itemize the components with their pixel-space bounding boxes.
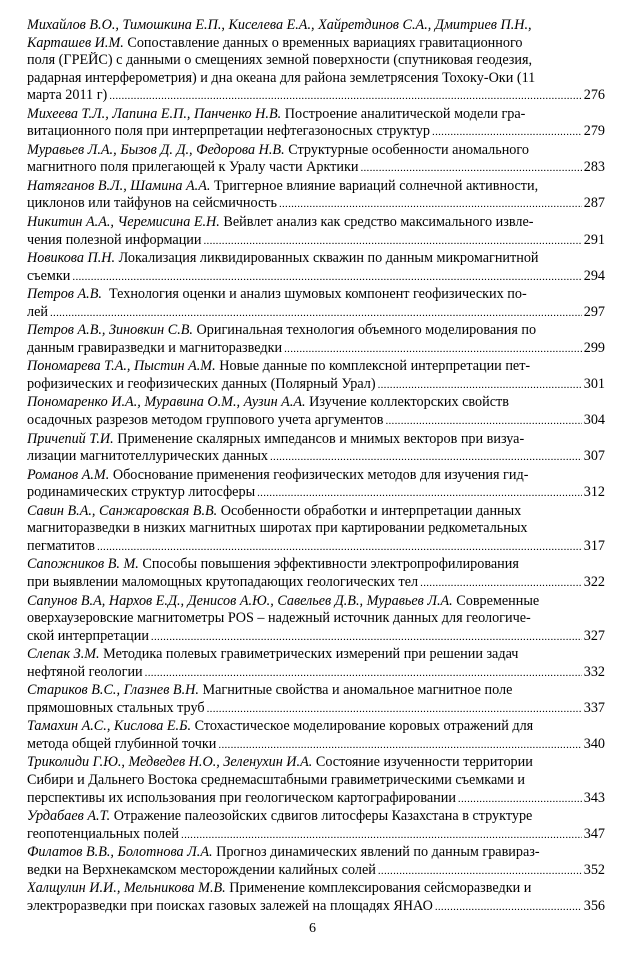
- entry-title: Триггерное влияние вариаций солнечной активности,: [210, 177, 539, 194]
- entry-title: лей: [27, 303, 48, 320]
- toc-entry-line: [27, 35, 605, 53]
- entry-page-number: 317: [583, 537, 605, 554]
- entry-page-number: 279: [583, 123, 605, 140]
- toc-entry[interactable]: [27, 754, 605, 808]
- entry-authors: Романов А.М.: [27, 466, 110, 483]
- toc-entry[interactable]: [27, 682, 605, 718]
- toc-entry[interactable]: [27, 431, 605, 467]
- entry-title: лизации магнитотеллурических данных: [27, 448, 268, 465]
- entry-title: марта 2011 г): [27, 87, 108, 104]
- entry-title: пегматитов: [27, 537, 95, 554]
- leader-dots: [257, 484, 582, 503]
- entry-page-number: 343: [583, 789, 605, 806]
- entry-title: Применение скалярных импедансов и мнимых векторов при визуа-: [113, 430, 525, 447]
- toc-entry-last-line: [27, 736, 605, 755]
- leader-dots: [432, 123, 582, 142]
- leader-dots: [378, 862, 582, 881]
- entry-page-number: 337: [583, 699, 605, 716]
- toc-entry-last-line: [27, 664, 605, 683]
- toc-entry-line: [27, 70, 605, 88]
- entry-title: витационного поля при интерпретации нефтегазоносных структур: [27, 123, 431, 140]
- entry-title: циклонов или тайфунов на сейсмичность: [27, 195, 277, 212]
- entry-title: нефтяной геологии: [27, 663, 143, 680]
- entry-authors: Михеева Т.Л., Лапина Е.П., Панченко Н.В.: [27, 105, 282, 122]
- toc-entry[interactable]: [27, 358, 605, 394]
- toc-entry-line: [27, 322, 605, 340]
- toc-entry-line: [27, 556, 605, 574]
- toc-entry-last-line: [27, 790, 605, 809]
- entry-page-number: 327: [583, 627, 605, 644]
- entry-title: магниторазведки в низких магнитных широтах при картировании редкометальных: [27, 520, 528, 537]
- toc-entry[interactable]: [27, 322, 605, 358]
- entry-page-number: 299: [583, 339, 605, 356]
- leader-dots: [270, 448, 582, 467]
- toc-entry-line: [27, 431, 605, 449]
- toc-entry-last-line: [27, 412, 605, 431]
- entry-title: Оригинальная технология объемного моделирования по: [192, 322, 537, 339]
- toc-entry-last-line: [27, 898, 605, 917]
- toc-entry-line: [27, 286, 605, 304]
- entry-page-number: 352: [583, 861, 605, 878]
- toc-entry-line: [27, 520, 605, 538]
- toc-entry-line: [27, 808, 605, 826]
- entry-page-number: 287: [583, 195, 605, 212]
- toc-entry-last-line: [27, 448, 605, 467]
- leader-dots: [385, 412, 581, 431]
- toc-entry-line: [27, 52, 605, 70]
- entry-title: родинамических структур литосферы: [27, 484, 256, 501]
- entry-title: Применение комплексирования сейсморазведки и: [225, 880, 532, 897]
- toc-entry[interactable]: [27, 286, 605, 322]
- toc-entry-line: [27, 17, 605, 35]
- leader-dots: [458, 790, 582, 809]
- leader-dots: [50, 304, 582, 323]
- entry-page-number: 291: [583, 231, 605, 248]
- entry-authors: Стариков В.С., Глазнев В.Н.: [27, 682, 199, 699]
- entry-page-number: 304: [583, 412, 605, 429]
- toc-entry-line: [27, 106, 605, 124]
- toc-entry-line: [27, 880, 605, 898]
- entry-page-number: 340: [583, 735, 605, 752]
- toc-entry[interactable]: [27, 880, 605, 916]
- toc-entry-line: [27, 250, 605, 268]
- entry-title: Способы повышения эффективности электропрофилирования: [138, 556, 519, 573]
- entry-title: ведки на Верхнекамском месторождении калийных солей: [27, 861, 376, 878]
- entry-page-number: 347: [583, 825, 605, 842]
- toc-entry[interactable]: [27, 646, 605, 682]
- toc-entry-line: [27, 214, 605, 232]
- toc-entry[interactable]: [27, 106, 605, 142]
- entry-authors: Халщулин И.И., Мельникова М.В.: [27, 880, 226, 897]
- entry-page-number: 307: [583, 448, 605, 465]
- toc-entry-line: [27, 682, 605, 700]
- entry-authors: Триколиди Г.Ю., Медведев Н.О., Зеленухин И.А.: [27, 754, 313, 771]
- entry-title: данным гравиразведки и магниторазведки: [27, 339, 283, 356]
- toc-entry-last-line: [27, 195, 605, 214]
- entry-title: Отражение палеозойских сдвигов литосферы Казахстана в структуре: [110, 808, 533, 825]
- toc-entry-last-line: [27, 304, 605, 323]
- leader-dots: [284, 340, 582, 359]
- toc-entry[interactable]: [27, 467, 605, 503]
- entry-authors: Новикова П.Н.: [27, 250, 116, 267]
- entry-authors: Урдабаев А.Т.: [27, 808, 111, 825]
- entry-title: Вейвлет анализ как средство максимального извле-: [219, 214, 534, 231]
- entry-title: Особенности обработки и интерпретации данных: [217, 502, 522, 519]
- entry-authors: Филатов В.В., Болотнова Л.А.: [27, 844, 213, 861]
- entry-title: ской интерпретации: [27, 627, 149, 644]
- entry-page-number: 297: [583, 303, 605, 320]
- entry-title: Новые данные по комплексной интерпретации пет-: [215, 358, 531, 375]
- entry-title: геопотенциальных полей: [27, 825, 180, 842]
- entry-title: Изучение коллекторских свойств: [305, 394, 509, 411]
- toc-entry-line: [27, 844, 605, 862]
- entry-title: Стохастическое моделирование коровых отражений для: [191, 718, 534, 735]
- toc-entry-last-line: [27, 574, 605, 593]
- entry-page-number: 312: [583, 484, 605, 501]
- entry-title: Построение аналитической модели гра-: [281, 105, 526, 122]
- leader-dots: [181, 826, 582, 845]
- entry-title: осадочных разрезов методом группового учета аргументов: [27, 412, 384, 429]
- leader-dots: [218, 736, 581, 755]
- entry-authors: Сапунов В.А, Нархов Е.Д., Денисов А.Ю., Савельев Д.В., Муравьев Л.А.: [27, 592, 453, 609]
- toc-entry[interactable]: [27, 593, 605, 647]
- entry-title: магнитного поля прилегающей к Уралу части Арктики: [27, 159, 359, 176]
- toc-entry-line: [27, 718, 605, 736]
- toc-entry-line: [27, 610, 605, 628]
- entry-title: при выявлении маломощных крутопадающих геологических тел: [27, 573, 419, 590]
- entry-authors: Слепак З.М.: [27, 646, 100, 663]
- entry-authors: Причепий Т.И.: [27, 430, 114, 447]
- toc-entry-line: [27, 754, 605, 772]
- leader-dots: [378, 376, 582, 395]
- toc-entry-line: [27, 593, 605, 611]
- entry-title: Технология оценки и анализ шумовых компонент геофизических по-: [101, 286, 527, 303]
- toc-entry-line: [27, 646, 605, 664]
- entry-title: Методика полевых гравиметрических измерений при решении задач: [99, 646, 519, 663]
- toc-entry-last-line: [27, 232, 605, 251]
- entry-authors: Натяганов В.Л., Шамина А.А.: [27, 177, 211, 194]
- toc-entry[interactable]: [27, 808, 605, 844]
- toc-entry-last-line: [27, 376, 605, 395]
- entry-title: Прогноз динамических явлений по данным гравираз-: [212, 844, 540, 861]
- toc-entry-line: [27, 467, 605, 485]
- entry-title: Современные: [452, 592, 540, 609]
- leader-dots: [72, 268, 581, 287]
- toc-entry[interactable]: [27, 503, 605, 557]
- toc-entry[interactable]: [27, 556, 605, 592]
- entry-authors: Михайлов В.О., Тимошкина Е.П., Киселева Е.А., Хайретдинов С.А., Дмитриев П.Н.,: [27, 17, 532, 33]
- entry-authors: Муравьев Л.А., Бызов Д. Д., Федорова Н.В.: [27, 141, 285, 158]
- toc-entry-line: [27, 394, 605, 412]
- entry-title: Структурные особенности аномального: [284, 141, 529, 158]
- entry-page-number: 276: [583, 87, 605, 104]
- toc-entry-last-line: [27, 484, 605, 503]
- toc-entry-line: [27, 503, 605, 521]
- toc-entry-last-line: [27, 123, 605, 142]
- toc-entry[interactable]: [27, 17, 605, 106]
- leader-dots: [151, 628, 582, 647]
- toc-entry-last-line: [27, 628, 605, 647]
- toc-entry-last-line: [27, 538, 605, 557]
- entry-title: Магнитные свойства и аномальное магнитное поле: [198, 682, 513, 699]
- entry-title: поля (ГРЕЙС) с данными о смещениях земной поверхности (спутниковая геодезия,: [27, 52, 533, 69]
- entry-authors: Карташев И.М.: [27, 34, 124, 51]
- entry-title: Обоснование применения геофизических методов для изучения гид-: [109, 466, 529, 483]
- toc-entry-last-line: [27, 340, 605, 359]
- entry-page-number: 283: [583, 159, 605, 176]
- toc-entry[interactable]: [27, 394, 605, 430]
- toc-entry-line: [27, 358, 605, 376]
- toc-entry-last-line: [27, 159, 605, 178]
- entry-title: Локализация ликвидированных скважин по данным микромагнитной: [115, 250, 539, 267]
- entry-page-number: 332: [583, 663, 605, 680]
- toc-entry-line: [27, 772, 605, 790]
- entry-title: Состояние изученности территории: [312, 754, 533, 771]
- entry-title: Сибири и Дальнего Востока среднемасштабными гравиметрическими съемками и: [27, 771, 525, 788]
- entry-authors: Пономарева Т.А., Пыстин А.М.: [27, 358, 216, 375]
- toc-entry[interactable]: [27, 844, 605, 880]
- entry-authors: Никитин А.А., Черемисина Е.Н.: [27, 214, 220, 231]
- toc-entry-line: [27, 142, 605, 160]
- leader-dots: [435, 898, 582, 917]
- leader-dots: [207, 700, 582, 719]
- entry-authors: Тамахин А.С., Кислова Е.Б.: [27, 718, 192, 735]
- leader-dots: [97, 538, 582, 557]
- leader-dots: [420, 574, 582, 593]
- toc-entry[interactable]: [27, 178, 605, 214]
- entry-title: метода общей глубинной точки: [27, 735, 217, 752]
- table-of-contents: [27, 17, 605, 916]
- entry-title: электроразведки при поисках газовых залежей на площадях ЯНАО: [27, 897, 433, 914]
- leader-dots: [145, 664, 582, 683]
- toc-entry-last-line: [27, 700, 605, 719]
- toc-entry-last-line: [27, 87, 605, 106]
- toc-entry[interactable]: [27, 142, 605, 178]
- entry-page-number: 301: [583, 375, 605, 392]
- leader-dots: [279, 195, 582, 214]
- entry-title: чения полезной информации: [27, 231, 202, 248]
- entry-page-number: 322: [583, 573, 605, 590]
- entry-page-number: 356: [583, 897, 605, 914]
- leader-dots: [109, 87, 581, 106]
- entry-page-number: 294: [583, 267, 605, 284]
- toc-entry[interactable]: [27, 214, 605, 250]
- page-number: 6: [309, 921, 316, 936]
- leader-dots: [203, 232, 581, 251]
- toc-entry-line: [27, 178, 605, 196]
- entry-title: съемки: [27, 267, 71, 284]
- entry-title: радарная интерферометрия) и дна океана для района землетрясения Тохоку-Оки (11: [27, 69, 536, 86]
- entry-title: прямошовных стальных труб: [27, 699, 205, 716]
- toc-entry[interactable]: [27, 718, 605, 754]
- entry-authors: Сапожников В. М.: [27, 556, 139, 573]
- toc-entry-last-line: [27, 826, 605, 845]
- entry-authors: Петров А.В., Зиновкин С.В.: [27, 322, 193, 339]
- toc-entry-last-line: [27, 268, 605, 287]
- toc-entry[interactable]: [27, 250, 605, 286]
- entry-authors: Пономаренко И.А., Муравина О.М., Аузин А.А.: [27, 394, 306, 411]
- entry-title: перспективы их использования при геологическом картографировании: [27, 789, 456, 806]
- entry-title: Сопоставление данных о временных вариациях гравитационного: [123, 34, 523, 51]
- entry-authors: Савин В.А., Санжаровская В.В.: [27, 502, 218, 519]
- leader-dots: [360, 159, 581, 178]
- entry-title: оверхаузеровские магнитометры POS – надежный источник данных для геологиче-: [27, 610, 531, 627]
- entry-title: рофизических и геофизических данных (Полярный Урал): [27, 375, 376, 392]
- entry-authors: Петров А.В.: [27, 286, 102, 303]
- toc-entry-last-line: [27, 862, 605, 881]
